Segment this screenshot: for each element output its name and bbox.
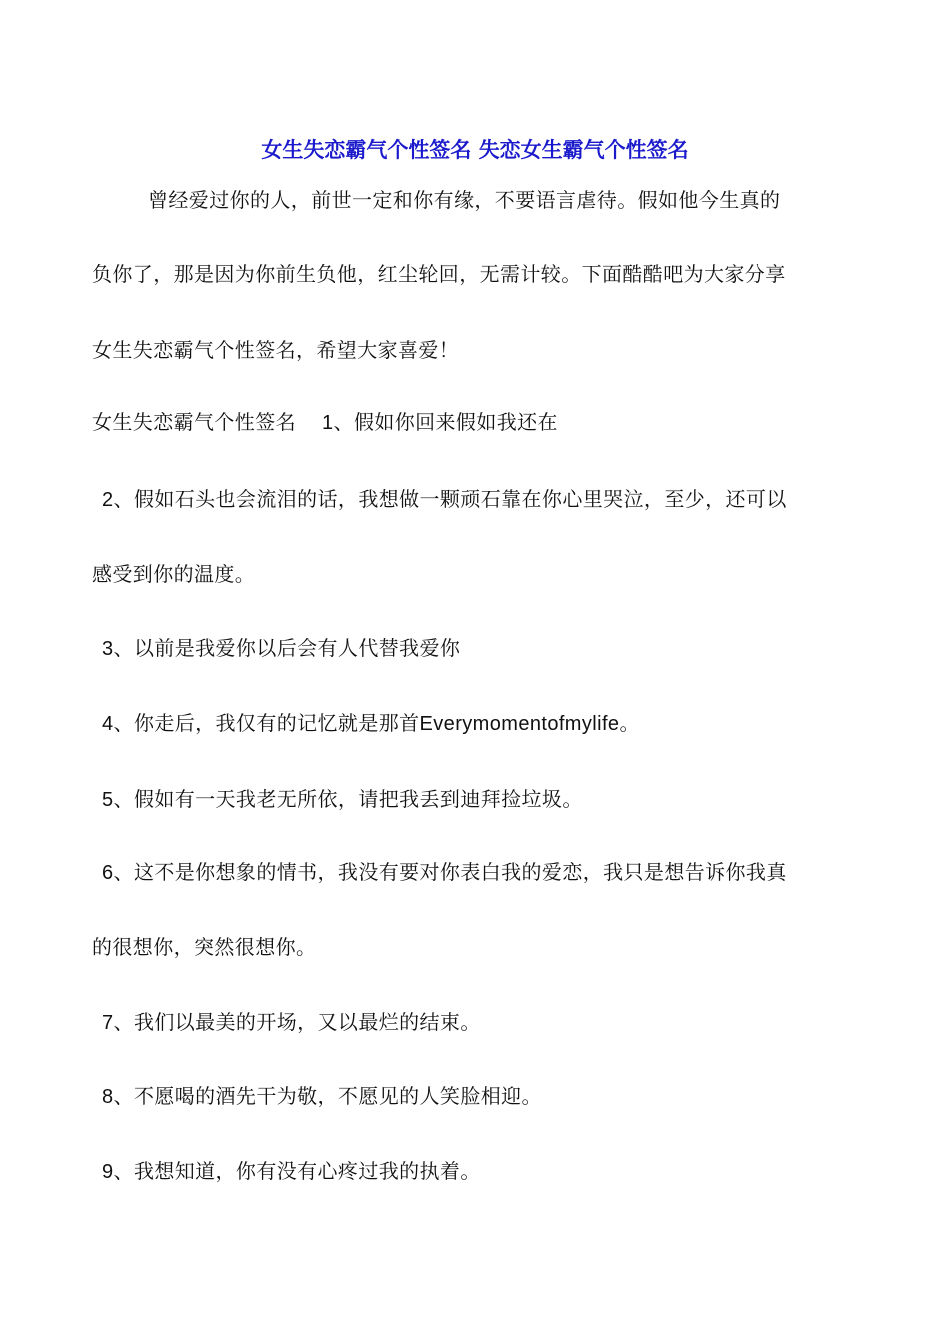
list-item-6-line-1	[102, 856, 862, 889]
item-number: 6、	[102, 862, 134, 884]
section-heading-line	[92, 406, 862, 439]
item-number: 8、	[102, 1086, 134, 1108]
item-text: 假如你回来假如我还在	[353, 410, 558, 434]
item-number: 1、	[322, 412, 354, 434]
item-number: 7、	[102, 1012, 134, 1034]
document-title: 女生失恋霸气个性签名 失恋女生霸气个性签名	[261, 137, 689, 162]
item-text: 我们以最美的开场，又以最烂的结束。	[133, 1010, 481, 1034]
item-text: 假如石头也会流泪的话，我想做一颗顽石靠在你心里哭泣，至少，还可以	[133, 487, 787, 511]
list-item-8	[102, 1080, 862, 1113]
intro-line-3: 女生失恋霸气个性签名，希望大家喜爱！	[92, 338, 460, 362]
intro-line-2: 负你了，那是因为你前生负他，红尘轮回，无需计较。下面酷酷吧为大家分享	[92, 262, 786, 286]
item-number: 4、	[102, 713, 134, 735]
item-text: 你走后，我仅有的记忆就是那首	[133, 711, 420, 735]
list-item-6-line-2: 的很想你，突然很想你。	[92, 935, 317, 959]
list-item-3	[102, 632, 862, 665]
intro-line-1: 曾经爱过你的人，前世一定和你有缘，不要语言虐待。假如他今生真的	[148, 188, 781, 212]
item-number: 2、	[102, 489, 134, 511]
song-title: Everymomentofmylife	[419, 713, 620, 735]
item-number: 9、	[102, 1161, 134, 1183]
item-number: 3、	[102, 638, 134, 660]
list-item-9	[102, 1155, 862, 1188]
list-item-5	[102, 783, 862, 816]
item-number: 5、	[102, 789, 134, 811]
list-item-7	[102, 1006, 862, 1039]
item-text-end: 。	[619, 711, 640, 735]
list-item-4	[102, 707, 862, 740]
list-item-2-line-2: 感受到你的温度。	[92, 562, 256, 586]
item-text: 以前是我爱你以后会有人代替我爱你	[133, 636, 461, 660]
item-text: 假如有一天我老无所依，请把我丢到迪拜捡垃圾。	[133, 787, 583, 811]
section-heading: 女生失恋霸气个性签名	[92, 410, 296, 434]
list-item-2-line-1	[102, 483, 862, 516]
item-text: 我想知道，你有没有心疼过我的执着。	[133, 1159, 481, 1183]
item-text: 这不是你想象的情书，我没有要对你表白我的爱恋，我只是想告诉你我真	[133, 860, 787, 884]
item-text: 不愿喝的酒先干为敬，不愿见的人笑脸相迎。	[133, 1084, 542, 1108]
